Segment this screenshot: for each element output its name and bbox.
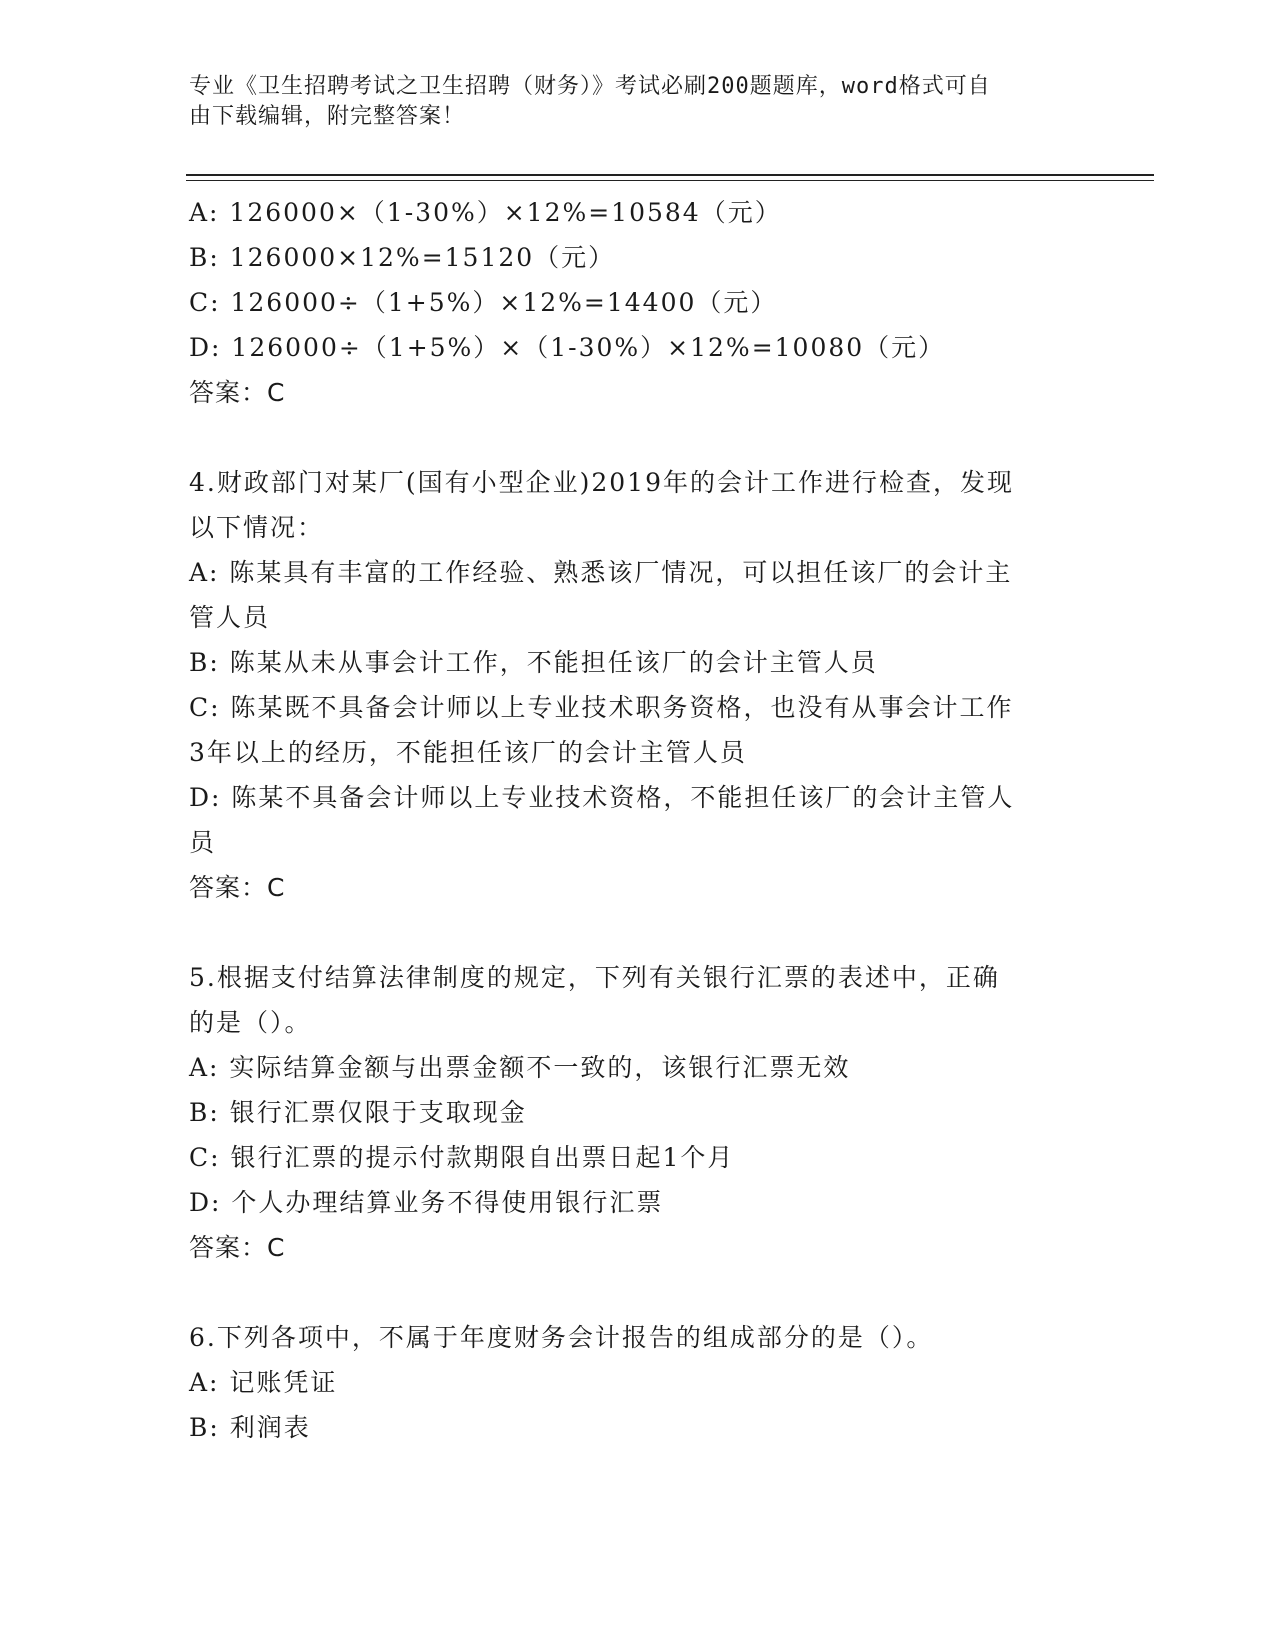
header-line-2: 由下载编辑，附完整答案！ xyxy=(189,104,466,129)
page-header xyxy=(189,72,1069,132)
q6-option-b: B: 利润表 xyxy=(189,1413,311,1442)
q6-stem-line-1: 6.下列各项中，不属于年度财务会计报告的组成部分的是（）。 xyxy=(189,1323,934,1352)
q4-option-a-cont: 管人员 xyxy=(189,603,271,632)
q3-option-a: A: 126000×（1-30%）×12%=10584（元） xyxy=(189,198,782,227)
q5-answer: 答案：C xyxy=(189,1233,286,1262)
q4-option-d: D: 陈某不具备会计师以上专业技术资格，不能担任该厂的会计主管人 xyxy=(189,783,1015,812)
spacer xyxy=(189,910,1079,955)
q4-option-d-cont: 员 xyxy=(189,828,217,857)
q4-option-a: A: 陈某具有丰富的工作经验、熟悉该厂情况，可以担任该厂的会计主 xyxy=(189,558,1013,587)
q6-option-a: A: 记账凭证 xyxy=(189,1368,338,1397)
q3-answer: 答案：C xyxy=(189,378,286,407)
q4-option-c-cont: 3年以上的经历，不能担任该厂的会计主管人员 xyxy=(189,738,747,767)
q4-stem-line-2: 以下情况： xyxy=(189,513,325,542)
header-divider-thin xyxy=(186,180,1154,181)
q5-stem-line-1: 5.根据支付结算法律制度的规定，下列有关银行汇票的表述中，正确 xyxy=(189,963,1000,992)
q3-option-d: D: 126000÷（1+5%）×（1-30%）×12%=10080（元） xyxy=(189,333,946,362)
q3-option-c: C: 126000÷（1+5%）×12%=14400（元） xyxy=(189,288,778,317)
q4-answer: 答案：C xyxy=(189,873,286,902)
q4-option-c: C: 陈某既不具备会计师以上专业技术职务资格，也没有从事会计工作 xyxy=(189,693,1014,722)
q5-stem-line-2: 的是（）。 xyxy=(189,1008,312,1037)
question-4 xyxy=(189,460,1079,910)
question-5 xyxy=(189,955,1079,1270)
q5-option-d: D: 个人办理结算业务不得使用银行汇票 xyxy=(189,1188,664,1217)
header-divider-thick xyxy=(186,174,1154,176)
q4-stem-line-1: 4.财政部门对某厂(国有小型企业)2019年的会计工作进行检查，发现 xyxy=(189,468,1014,497)
header-line-1: 专业《卫生招聘考试之卫生招聘（财务）》考试必刷200题题库，word格式可自 xyxy=(189,74,991,99)
question-6 xyxy=(189,1315,1079,1450)
q3-option-b: B: 126000×12%=15120（元） xyxy=(189,243,616,272)
spacer xyxy=(189,1270,1079,1315)
question-content xyxy=(189,190,1079,1450)
q4-option-b: B: 陈某从未从事会计工作，不能担任该厂的会计主管人员 xyxy=(189,648,878,677)
q5-option-c: C: 银行汇票的提示付款期限自出票日起1个月 xyxy=(189,1143,735,1172)
spacer xyxy=(189,415,1079,460)
q5-option-a: A: 实际结算金额与出票金额不一致的，该银行汇票无效 xyxy=(189,1053,851,1082)
q5-option-b: B: 银行汇票仅限于支取现金 xyxy=(189,1098,527,1127)
question-3 xyxy=(189,190,1079,415)
